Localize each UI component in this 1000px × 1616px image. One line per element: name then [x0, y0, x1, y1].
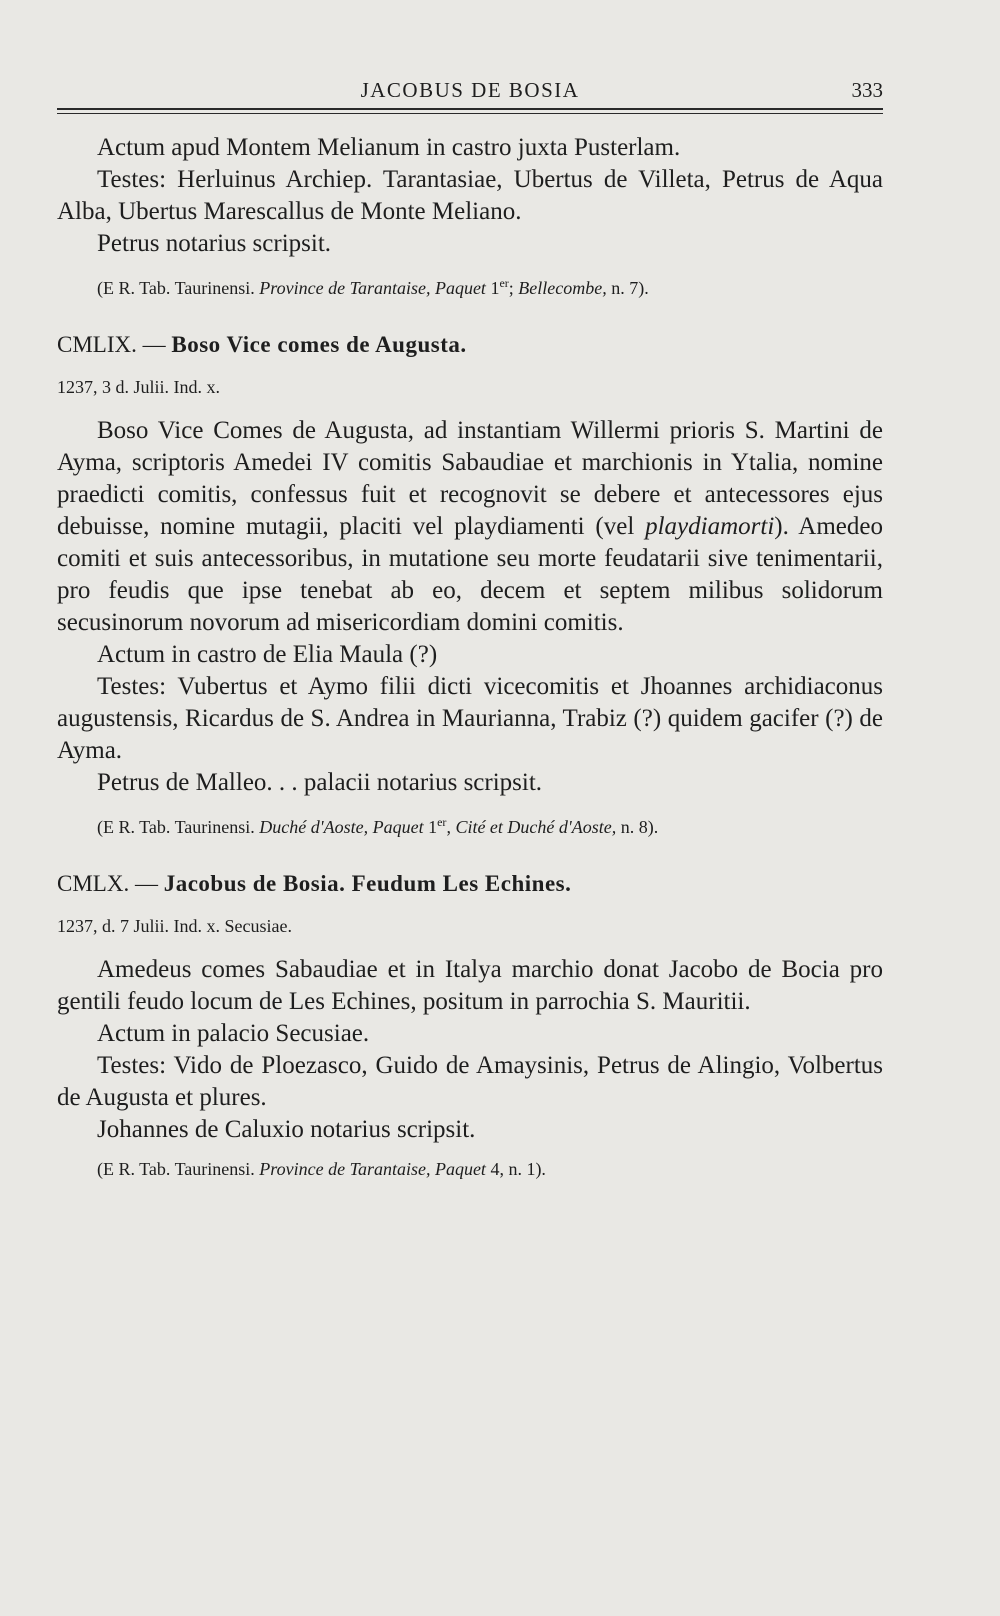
- actum-line: Actum in castro de Elia Maula (?): [97, 641, 438, 668]
- witnesses-paragraph: Testes: Vubertus et Aymo filii dicti vicecomitis et Jhoannes archidiaconus augustensis, Ricardus de S. Andrea in Maurianna, Trabiz (?) quidem gacifer (?) de Ayma.: [57, 673, 883, 764]
- notary-line: Johannes de Caluxio notarius scripsit.: [97, 1116, 476, 1143]
- source-citation: (E R. Tab. Taurinensi. Province de Tarantaise, Paquet 4, n. 1).: [97, 1159, 546, 1179]
- header-rule-thin: [57, 113, 883, 114]
- page-body: [57, 132, 883, 1180]
- document-heading: [57, 329, 883, 361]
- document-number: CMLX. —: [57, 871, 164, 896]
- witnesses-paragraph: Testes: Vido de Ploezasco, Guido de Amaysinis, Petrus de Alingio, Volbertus de Augusta et plures.: [57, 1052, 883, 1111]
- document-title: Boso Vice comes de Augusta.: [171, 332, 467, 357]
- running-title: JACOBUS DE BOSIA: [360, 78, 580, 102]
- source-citation: (E R. Tab. Taurinensi. Duché d'Aoste, Paquet 1er, Cité et Duché d'Aoste, n. 8).: [97, 815, 659, 837]
- page-number: 333: [851, 78, 883, 102]
- notary-line: Petrus de Malleo. . . palacii notarius scripsit.: [97, 769, 543, 796]
- page-header: [57, 74, 883, 106]
- notary-line: Petrus notarius scripsit.: [97, 230, 332, 257]
- actum-line: Actum in palacio Secusiae.: [97, 1020, 370, 1047]
- document-text: Boso Vice Comes de Augusta, ad instantiam Willermi prioris S. Martini de Ayma, scriptoris Amedei IV comitis Sabaudiae et marchionis in Ytalia, nomine praedicti comitis, confessus fuit et recognovit se debere et antecessores ejus debuisse, nomine mutagii, placiti vel playdiamenti (vel playdiamorti). Amedeo comiti et suis antecessoribus, in mutatione seu morte feudatarii sive tenimentarii, pro feudis que ipse tenebat ab eo, decem et septem milibus solidorum secusinorum novorum ad misericordiam domini comitis.: [57, 417, 883, 636]
- dateline: 1237, d. 7 Julii. Ind. x. Secusiae.: [57, 916, 292, 936]
- actum-line: Actum apud Montem Melianum in castro juxta Pusterlam.: [97, 134, 681, 161]
- document-title: Jacobus de Bosia. Feudum Les Echines.: [163, 871, 572, 896]
- document-number: CMLIX. —: [57, 332, 172, 357]
- header-rule-thick: [57, 108, 883, 110]
- witnesses-paragraph: Testes: Herluinus Archiep. Tarantasiae, Ubertus de Villeta, Petrus de Aqua Alba, Ubertus Marescallus de Monte Meliano.: [57, 166, 883, 225]
- document-heading: [57, 868, 883, 900]
- source-citation: (E R. Tab. Taurinensi. Province de Tarantaise, Paquet 1er; Bellecombe, n. 7).: [97, 276, 649, 298]
- document-text: Amedeus comes Sabaudiae et in Italya marchio donat Jacobo de Bocia pro gentili feudo locum de Les Echines, positum in parrochia S. Mauritii.: [57, 956, 883, 1015]
- dateline: 1237, 3 d. Julii. Ind. x.: [57, 377, 221, 397]
